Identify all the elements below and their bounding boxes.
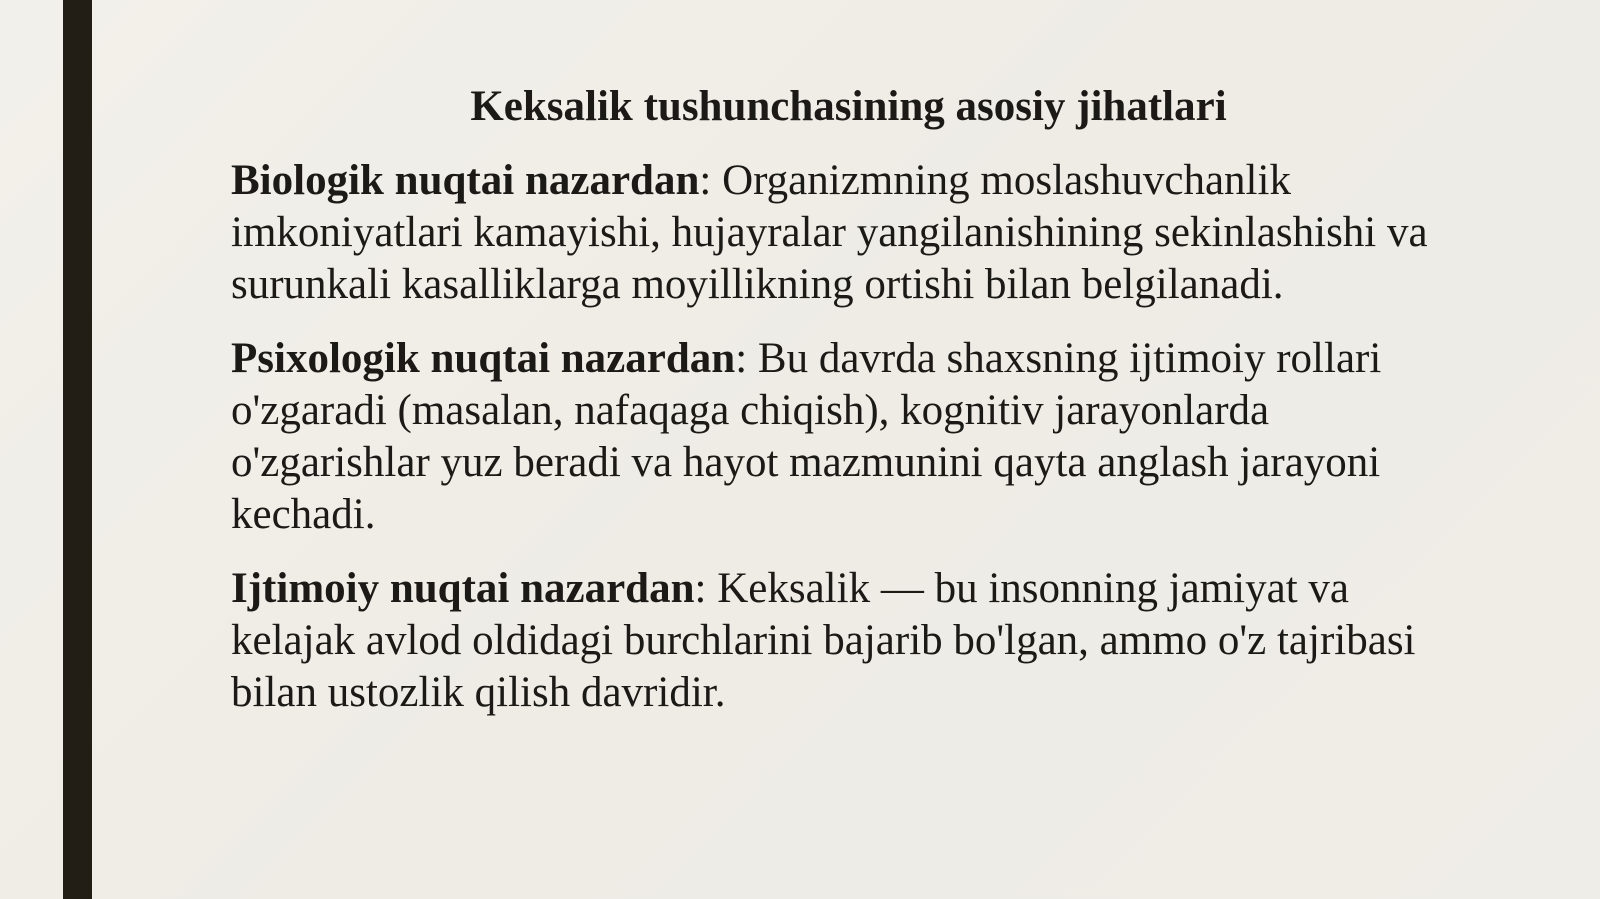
paragraph-term: Biologik nuqtai nazardan	[231, 157, 700, 204]
paragraph-text: Organizmning moslashuvchanlik imkoniyatlari kamayishi, hujayralar yangilanishining sekinlashishi va surunkali kasalliklarga moyillikning ortishi bilan belgilanadi.	[231, 157, 1428, 308]
slide-content	[231, 155, 1476, 741]
paragraph-separator: :	[699, 157, 723, 204]
paragraph-separator: :	[694, 565, 718, 612]
paragraph-psychological	[231, 333, 1476, 541]
slide-title: Keksalik tushunchasining asosiy jihatlari	[470, 83, 1227, 130]
paragraph-separator: :	[735, 335, 758, 382]
paragraph-term: Ijtimoiy nuqtai nazardan	[231, 565, 695, 612]
accent-bar	[63, 0, 92, 899]
paragraph-social	[231, 563, 1476, 719]
paragraph-biological	[231, 155, 1476, 311]
paragraph-text: Keksalik — bu insonning jamiyat va kelajak avlod oldidagi burchlarini bajarib bo'lgan, ammo o'z tajribasi bilan ustozlik qilish davridir.	[231, 565, 1416, 716]
paragraph-text: Bu davrda shaxsning ijtimoiy rollari o'zgaradi (masalan, nafaqaga chiqish), kognitiv jarayonlarda o'zgarishlar yuz beradi va hayot mazmunini qayta anglash jarayoni kechadi.	[231, 335, 1382, 538]
paragraph-term: Psixologik nuqtai nazardan	[231, 335, 736, 382]
